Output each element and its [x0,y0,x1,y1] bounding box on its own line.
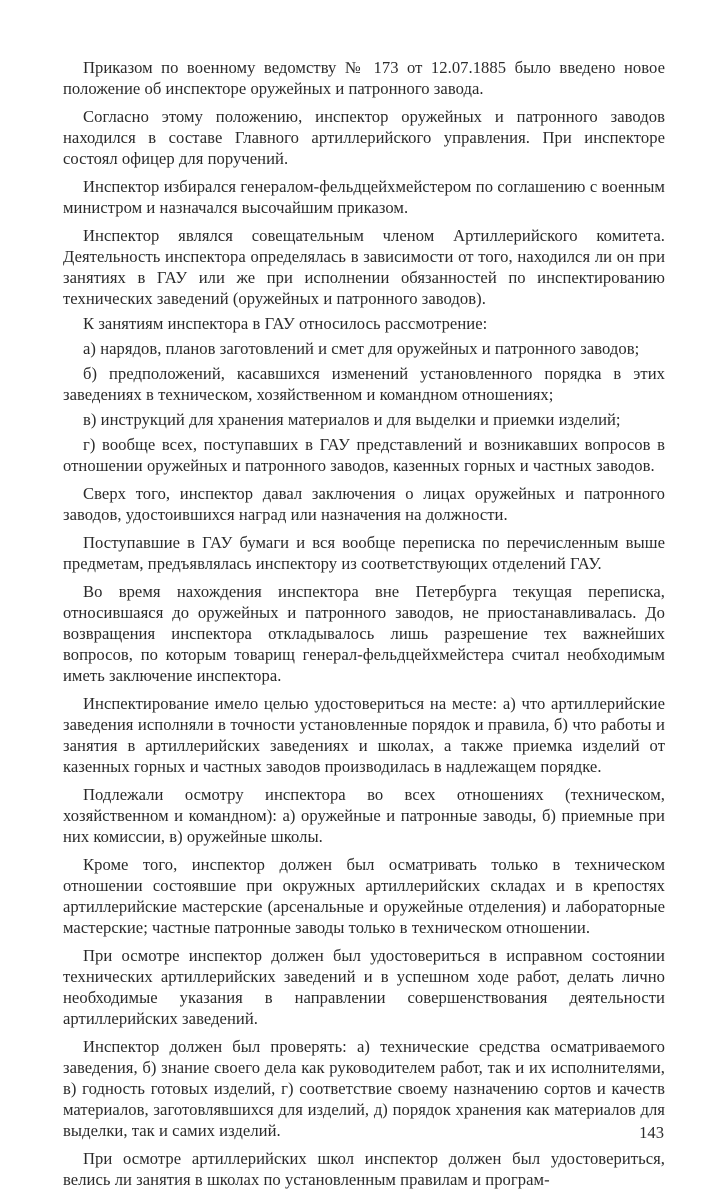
paragraph-inspection-scope: Подлежали осмотру инспектора во всех отношениях (техническом, хозяйственном и командном): а) оружейные и патронные заводы, б) приемные при них комиссии, в) оружейные школы. [63,785,665,846]
list-item-g: г) вообще всех, поступавших в ГАУ представлений и возникавших вопросов в отношении оружейных и патронного заводов, казенных горных и частных заводов. [63,435,665,475]
paragraph-inspection-purpose: Инспектирование имело целью удостовериться на месте: а) что артиллерийские заведения исполняли в точности установленные порядок и правила, б) что работы и занятия в артиллерийских заведениях и школах, а также приемка изделий от казенных горных и частных заводов производилась в надлежащем порядке. [63,694,665,776]
paragraph-committee: Инспектор являлся совещательным членом Артиллерийского комитета. Деятельность инспектора определялась в зависимости от того, находился ли он при занятиях в ГАУ или же при исполнении обязанностей по инспектированию технических заведений (оружейных и патронного заводов). [63,226,665,308]
paragraph-inspection-conduct: При осмотре инспектор должен был удостовериться в исправном состоянии технических артиллерийских заведений и в успешном ходе работ, делать лично необходимые указания в направлении совершенствования деятельности артиллерийских заведений. [63,946,665,1028]
paragraph-selection: Инспектор избирался генералом-фельдцейхмейстером по соглашению с военным министром и назначался высочайшим приказом. [63,177,665,217]
paragraph-checks: Инспектор должен был проверять: а) технические средства осматриваемого заведения, б) знание своего дела как руководителем работ, так и их исполнителями, в) годность готовых изделий, г) соответствие своему назначению сортов и качеств материалов, заготовлявшихся для изделий, д) порядок хранения как материалов для выделки, так и самих изделий. [63,1037,665,1140]
list-item-b: б) предположений, касавшихся изменений установленного порядка в этих заведениях в техническом, хозяйственном и командном отношениях; [63,364,665,404]
document-page [63,57,665,1197]
paragraph-schools: При осмотре артиллерийских школ инспектор должен был удостовериться, велись ли занятия в школах по установленным правилам и програм- [63,1149,665,1189]
paragraph-inspector-gau: Согласно этому положению, инспектор оружейных и патронного заводов находился в составе Главного артиллерийского управления. При инспекторе состоял офицер для поручений. [63,107,665,168]
paragraph-correspondence: Поступавшие в ГАУ бумаги и вся вообще переписка по перечисленным выше предметам, предъявлялась инспектору из соответствующих отделений ГАУ. [63,533,665,573]
list-item-a: а) нарядов, планов заготовлений и смет для оружейных и патронного заводов; [83,339,640,358]
paragraph-duties-intro: К занятиям инспектора в ГАУ относилось рассмотрение: [83,314,488,333]
list-item-v: в) инструкций для хранения материалов и для выделки и приемки изделий; [83,410,621,429]
page-number: 143 [639,1123,664,1142]
paragraph-conclusions: Сверх того, инспектор давал заключения о лицах оружейных и патронного заводов, удостоившихся наград или назначения на должности. [63,484,665,524]
paragraph-technical-inspection: Кроме того, инспектор должен был осматривать только в техническом отношении состоявшие при окружных артиллерийских складах и в крепостях артиллерийские мастерские (арсенальные и оружейные отделения) и лабораторные мастерские; частные патронные заводы только в техническом отношении. [63,855,665,937]
paragraph-absence: Во время нахождения инспектора вне Петербурга текущая переписка, относившаяся до оружейных и патронного заводов, не приостанавливалась. До возвращения инспектора откладывалось лишь разрешение тех важнейших вопросов, по которым товарищ генерал-фельдцейхмейстера считал необходимым иметь заключение инспектора. [63,582,665,685]
paragraph-order-1885: Приказом по военному ведомству № 173 от 12.07.1885 было введено новое положение об инспекторе оружейных и патронного завода. [63,58,665,98]
